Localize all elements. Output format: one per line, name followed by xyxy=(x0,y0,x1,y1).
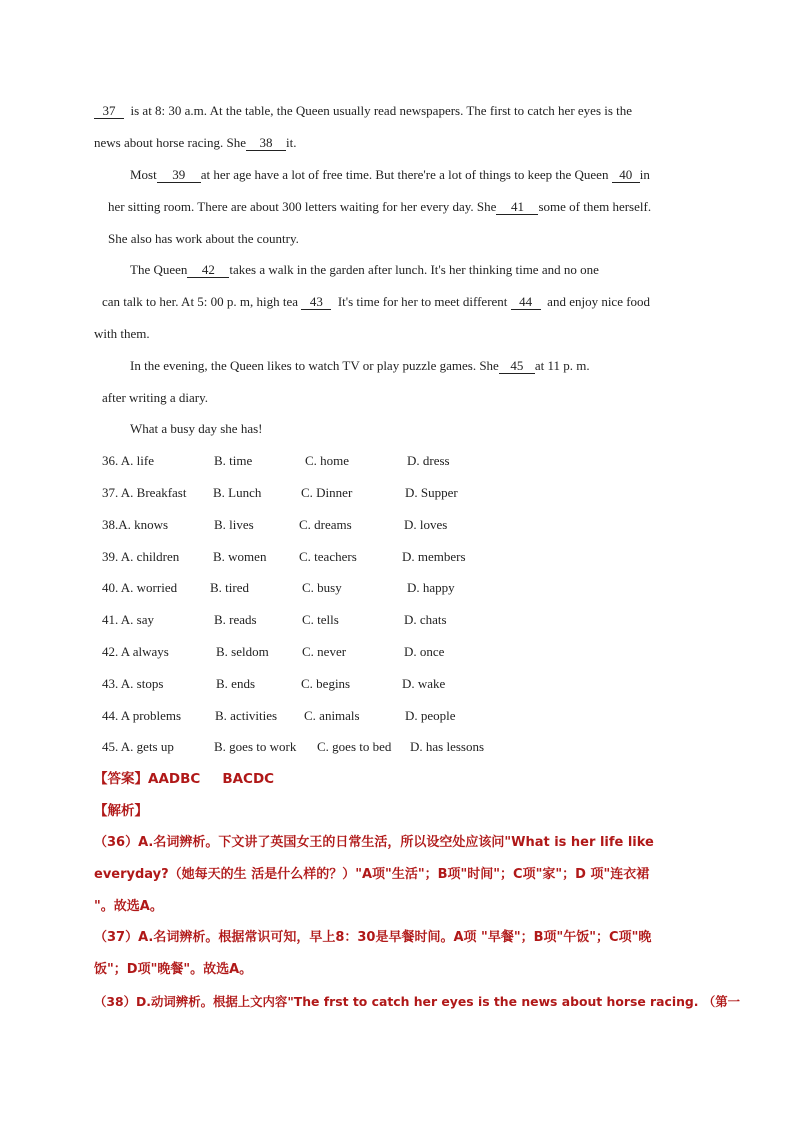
option-44-d: D. people xyxy=(405,708,456,723)
option-43-d: D. wake xyxy=(402,676,446,691)
analysis-line-5: 饭"；D项"晚餐"。故选A。 xyxy=(94,962,253,977)
option-38-b: B. lives xyxy=(214,517,254,532)
passage-line-3 xyxy=(130,166,650,184)
option-41-c: C. tells xyxy=(302,612,339,627)
option-39-d: D. members xyxy=(402,549,466,564)
option-37-d: D. Supper xyxy=(405,485,458,500)
passage-text: at her age have a lot of free time. But there're a lot of things to keep the Queen xyxy=(200,167,609,182)
option-43-a: 43. A. stops xyxy=(102,676,164,691)
option-45-c: C. goes to bed xyxy=(317,739,392,754)
passage-line-1 xyxy=(94,102,632,120)
passage-text: can talk to her. At 5: 00 p. m, high tea xyxy=(102,294,299,309)
answer-rest: BACDC xyxy=(222,771,275,787)
option-36-b: B. time xyxy=(214,453,253,468)
passage-line-11 xyxy=(130,420,263,438)
option-39-c: C. teachers xyxy=(299,549,357,564)
passage-text: What a busy day she has! xyxy=(130,421,263,436)
passage-text: after writing a diary. xyxy=(102,390,208,405)
option-43-c: C. begins xyxy=(301,676,351,691)
analysis-line-4: （37）A.名词辨析。根据常识可知，早上8：30是早餐时间。A项 "早餐"；B项"午饭"；C项"晚 xyxy=(94,930,652,945)
option-38-d: D. loves xyxy=(404,517,448,532)
passage-text: It's time for her to meet different xyxy=(337,294,508,309)
blank-44: 44 xyxy=(511,294,541,310)
option-38-a: 38.A. knows xyxy=(102,517,169,532)
passage-text: takes a walk in the garden after lunch. It's her thinking time and no one xyxy=(229,262,599,277)
answer-label: 【答案】AADBC xyxy=(94,771,201,787)
option-37-b: B. Lunch xyxy=(213,485,262,500)
passage-line-9 xyxy=(130,357,590,375)
analysis-label: 【解析】 xyxy=(94,803,148,819)
passage-line-4 xyxy=(108,198,651,216)
passage-text: In the evening, the Queen likes to watch TV or play puzzle games. She xyxy=(130,358,499,373)
passage-text: with them. xyxy=(94,326,150,341)
option-40-c: C. busy xyxy=(302,580,342,595)
analysis-line-1: （36）A.名词辨析。下文讲了英国女王的日常生活，所以设空处应该问"What is her life like xyxy=(94,835,654,850)
option-44-c: C. animals xyxy=(304,708,360,723)
passage-text: her sitting room. There are about 300 letters waiting for her every day. She xyxy=(108,199,497,214)
passage-text: at 11 p. m. xyxy=(534,358,590,373)
blank-37: 37 xyxy=(94,103,124,119)
option-36-c: C. home xyxy=(305,453,350,468)
passage-line-10 xyxy=(102,389,208,407)
option-41-d: D. chats xyxy=(404,612,447,627)
passage-text: it. xyxy=(286,135,297,150)
passage-text: and enjoy nice food xyxy=(547,294,651,309)
passage-text: The Queen xyxy=(130,262,188,277)
option-43-b: B. ends xyxy=(216,676,255,691)
passage-line-5 xyxy=(108,230,299,248)
passage-line-8 xyxy=(94,325,150,343)
option-39-a: 39. A. children xyxy=(102,549,180,564)
blank-40: 40 xyxy=(612,167,640,183)
blank-45: 45 xyxy=(499,358,535,374)
passage-text: She also has work about the country. xyxy=(108,231,299,246)
option-40-a: 40. A. worried xyxy=(102,580,178,595)
option-36-d: D. dress xyxy=(407,453,450,468)
analysis-line-2: everyday?（她每天的生 活是什么样的？）"A项"生活"；B项"时间"；C项"家"；D 项"连衣裙 xyxy=(94,867,650,882)
passage-line-2 xyxy=(94,134,296,152)
option-39-b: B. women xyxy=(213,549,267,564)
option-42-a: 42. A always xyxy=(102,644,169,659)
answer-line xyxy=(94,770,274,788)
option-36-a: 36. A. life xyxy=(102,453,154,468)
option-41-b: B. reads xyxy=(214,612,257,627)
option-38-c: C. dreams xyxy=(299,517,352,532)
option-40-b: B. tired xyxy=(210,580,249,595)
blank-39: 39 xyxy=(157,167,201,183)
option-40-d: D. happy xyxy=(407,580,455,595)
blank-38: 38 xyxy=(246,135,286,151)
option-37-c: C. Dinner xyxy=(301,485,353,500)
option-45-d: D. has lessons xyxy=(410,739,485,754)
passage-line-7 xyxy=(102,293,650,311)
option-44-a: 44. A problems xyxy=(102,708,182,723)
blank-41: 41 xyxy=(496,199,538,215)
analysis-line-3: "。故选A。 xyxy=(94,899,163,914)
option-37-a: 37. A. Breakfast xyxy=(102,485,187,500)
option-45-b: B. goes to work xyxy=(214,739,297,754)
passage-text: is at 8: 30 a.m. At the table, the Queen usually read newspapers. The first to catch her eyes is the xyxy=(130,103,633,118)
option-45-a: 45. A. gets up xyxy=(102,739,174,754)
passage-text: Most xyxy=(130,167,157,182)
passage-line-6 xyxy=(130,261,599,279)
passage-text: some of them herself. xyxy=(538,199,652,214)
blank-43: 43 xyxy=(301,294,331,310)
passage-text: in xyxy=(639,167,650,182)
option-42-c: C. never xyxy=(302,644,347,659)
passage-text: news about horse racing. She xyxy=(94,135,246,150)
option-42-b: B. seldom xyxy=(216,644,269,659)
option-44-b: B. activities xyxy=(215,708,278,723)
blank-42: 42 xyxy=(187,262,229,278)
option-41-a: 41. A. say xyxy=(102,612,154,627)
analysis-line-6: （38）D.动词辨析。根据上文内容"The frst to catch her eyes is the news about horse racing. （第一 xyxy=(94,994,740,1009)
option-42-d: D. once xyxy=(404,644,445,659)
